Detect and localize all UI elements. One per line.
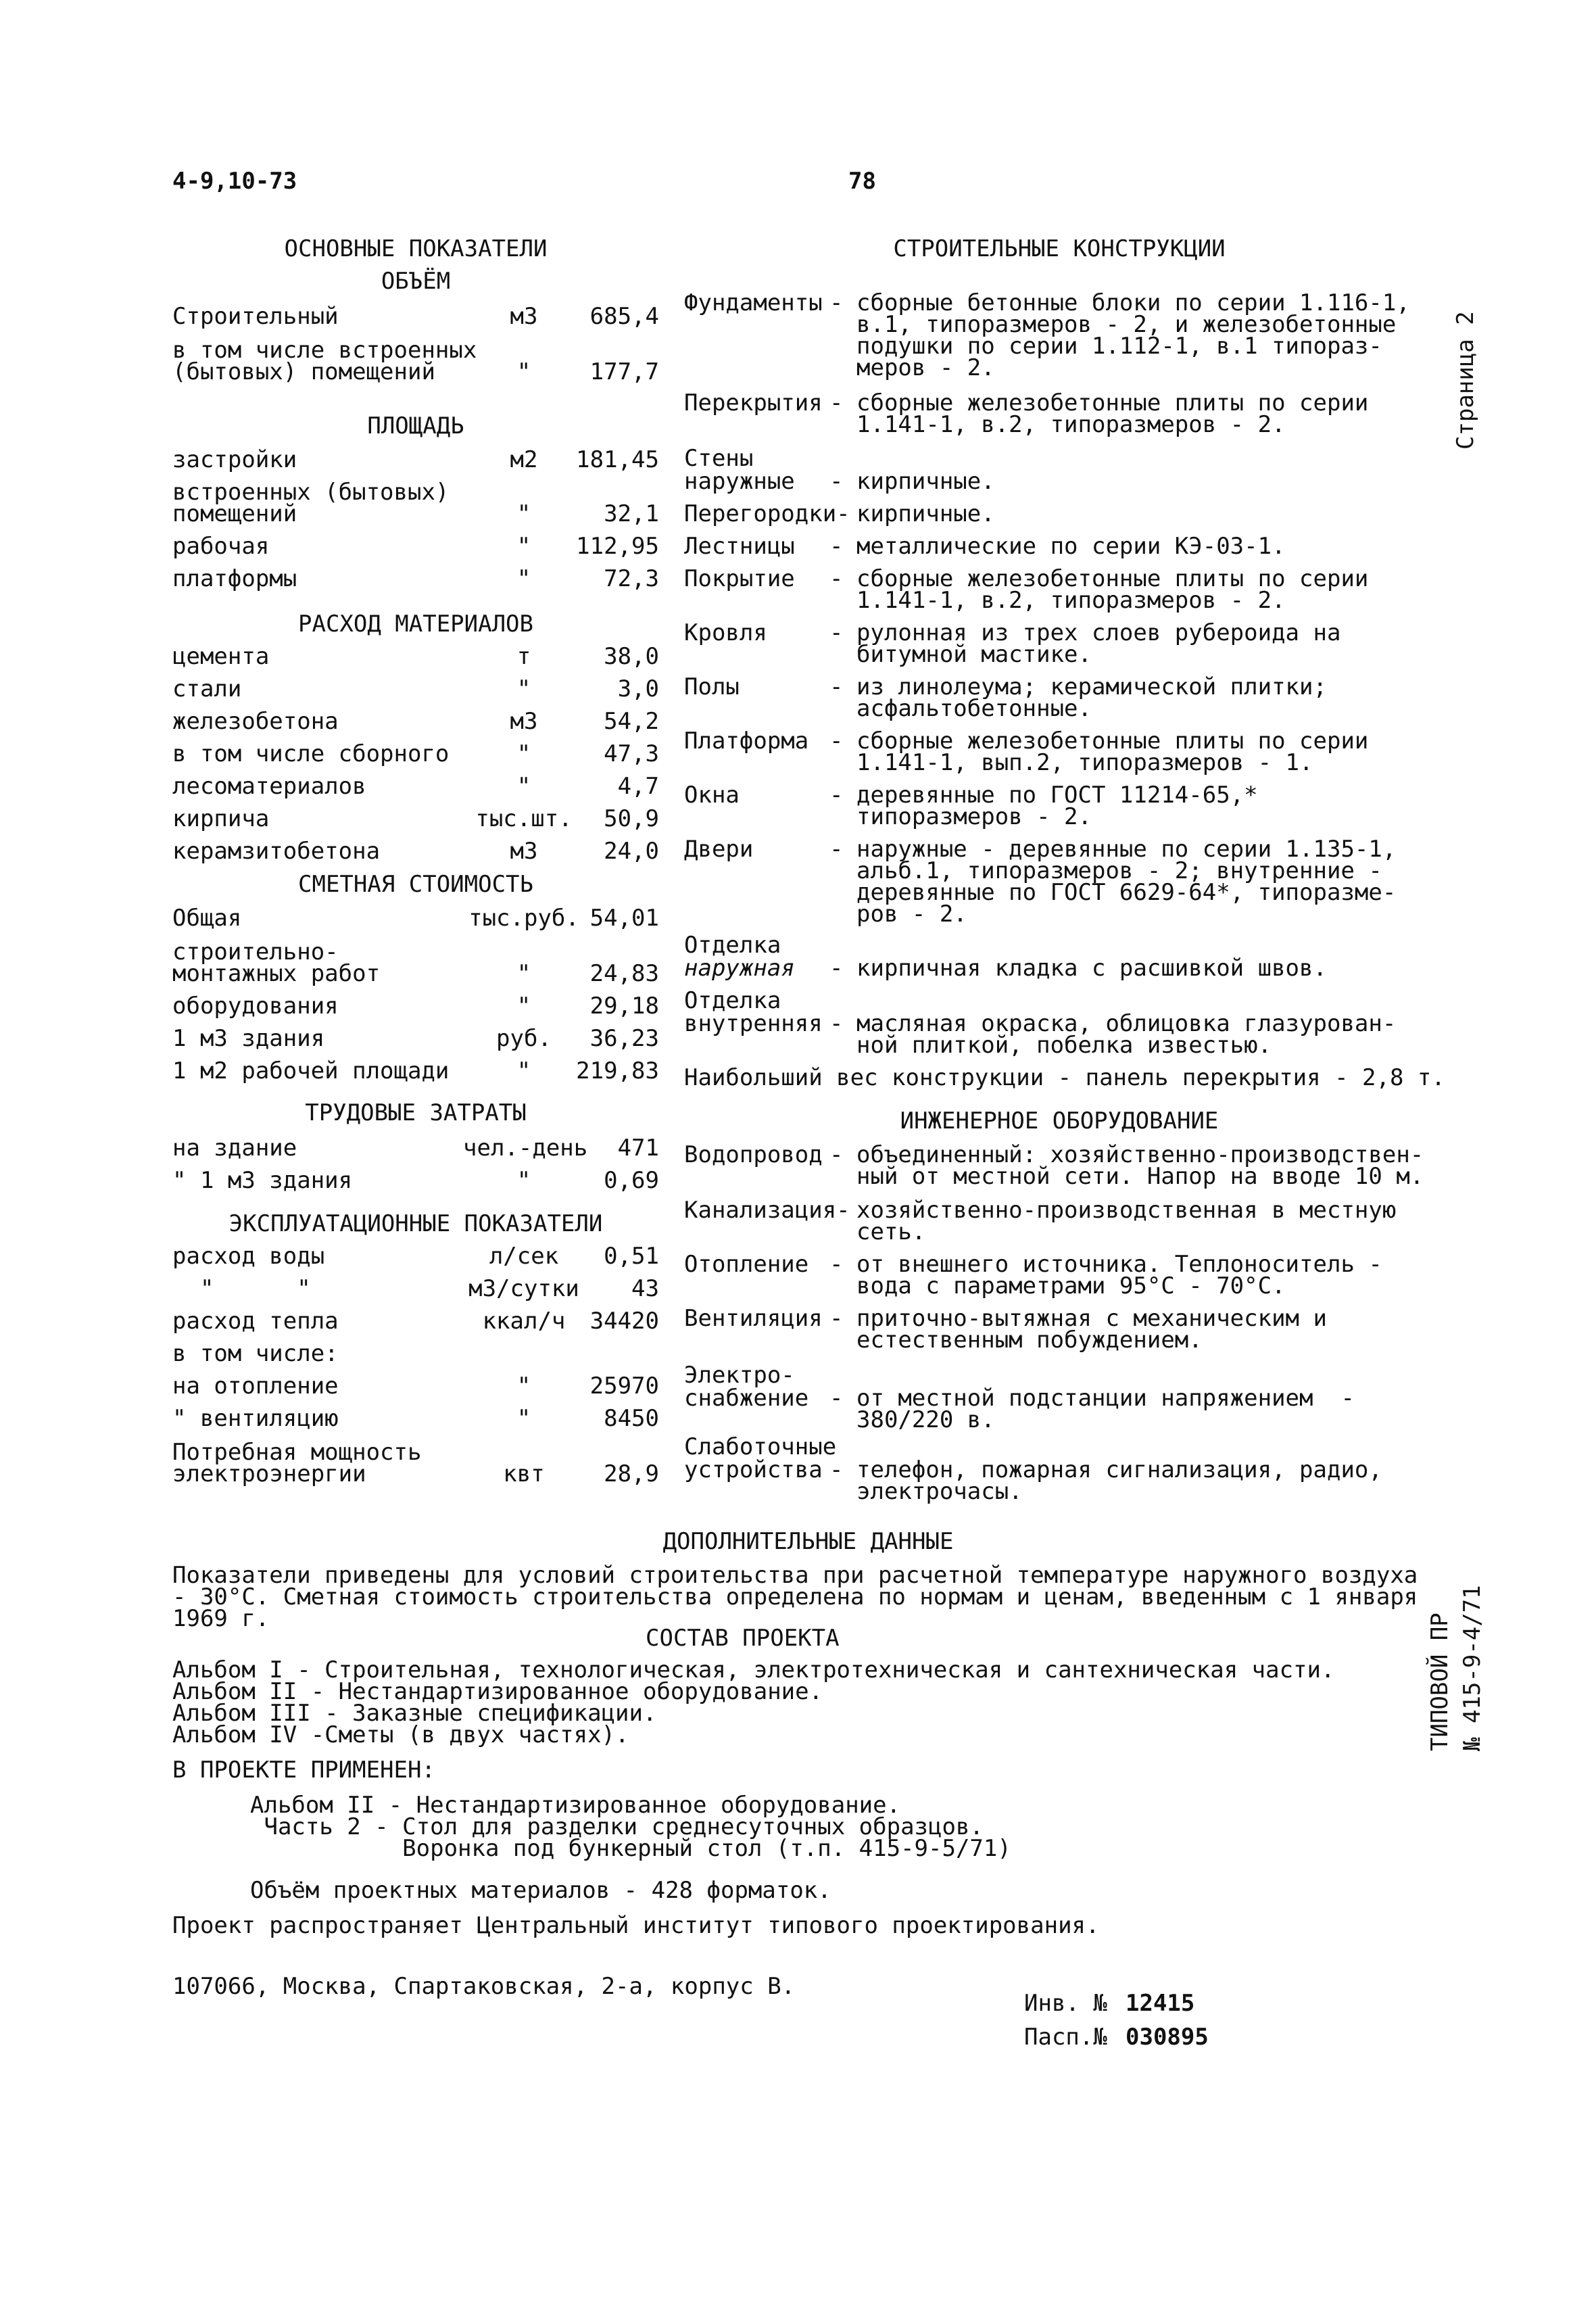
table-row: " 1 м3 здания " 0,69 <box>172 1167 659 1194</box>
applied-line: Альбом II - Нестандартизированное оборудование. <box>250 1792 901 1819</box>
table-row: рабочая " 112,95 <box>172 533 659 560</box>
inv-value: 12415 <box>1126 1990 1195 2017</box>
table-row: оборудования " 29,18 <box>172 993 659 1020</box>
table-row: керамзитобетона м3 24,0 <box>172 838 659 865</box>
table-row: платформы " 72,3 <box>172 565 659 592</box>
composition-line: Альбом I - Строительная, технологическая, электротехническая и сантехническая части. <box>172 1656 1335 1684</box>
side-page-label: Страница 2 <box>1452 311 1479 450</box>
table-row: в том числе: <box>172 1340 339 1367</box>
table-row: строительно- монтажных работ " 24,83 <box>172 938 659 987</box>
pass-label: Пасп.№ <box>1024 2024 1107 2051</box>
table-row: в том числе встроенных (бытовых) помещений " 177,7 <box>172 337 659 385</box>
pass-value: 030895 <box>1126 2024 1209 2051</box>
area-title: ПЛОЩАДЬ <box>367 412 464 439</box>
table-row: 1 м3 здания руб. 36,23 <box>172 1025 659 1052</box>
table-row: цемента т 38,0 <box>172 643 659 670</box>
table-row: Общая тыс.руб. 54,01 <box>172 905 659 932</box>
engineering-title: ИНЖЕНЕРНОЕ ОБОРУДОВАНИЕ <box>900 1107 1219 1135</box>
cost-title: СМЕТНАЯ СТОИМОСТЬ <box>298 871 533 898</box>
table-row: в том числе сборного " 47,3 <box>172 740 659 767</box>
applied-line: Воронка под бункерный стол (т.п. 415-9-5/71) <box>250 1835 1011 1862</box>
doc-code: 4-9,10-73 <box>172 168 297 195</box>
additional-line: 1969 г. <box>172 1605 270 1632</box>
max-weight-note: Наибольший вес конструкции - панель перекрытия - 2,8 т. <box>684 1064 1445 1091</box>
table-row: застройки м2 181,45 <box>172 446 659 473</box>
structures-title: СТРОИТЕЛЬНЫЕ КОНСТРУКЦИИ <box>893 235 1226 262</box>
table-row: расход воды л/сек 0,51 <box>172 1243 659 1270</box>
composition-line: Альбом III - Заказные спецификации. <box>172 1700 657 1727</box>
table-row: стали " 3,0 <box>172 675 659 702</box>
page-number: 78 <box>848 168 876 195</box>
main-indicators-title: ОСНОВНЫЕ ПОКАЗАТЕЛИ <box>284 235 548 262</box>
additional-line: - 30°С. Сметная стоимость строительства определена по нормам и ценам, введенным с 1 января <box>172 1583 1418 1610</box>
composition-line: Альбом II - Нестандартизированное оборудование. <box>172 1678 823 1705</box>
table-row: кирпича тыс.шт. 50,9 <box>172 805 659 832</box>
operation-title: ЭКСПЛУАТАЦИОННЫЕ ПОКАЗАТЕЛИ <box>228 1210 603 1237</box>
table-row: встроенных (бытовых) помещений " 32,1 <box>172 479 659 527</box>
volume-note: Объём проектных материалов - 428 форматок. <box>250 1877 831 1904</box>
side-standard-line1: ТИПОВОЙ ПР <box>1426 1613 1453 1751</box>
table-row: Строительный м3 685,4 <box>172 303 659 330</box>
distributor-note: Проект распространяет Центральный институт типового проектирования. <box>172 1912 1100 1939</box>
table-row: Потребная мощность электроэнергии квт 28,9 <box>172 1439 659 1487</box>
additional-title: ДОПОЛНИТЕЛЬНЫЕ ДАННЫЕ <box>662 1528 954 1555</box>
side-standard-line2: № 415-9-4/71 <box>1459 1585 1486 1751</box>
additional-line: Показатели приведены для условий строительства при расчетной температуре наружного воздуха <box>172 1562 1418 1589</box>
volume-title: ОБЪЁМ <box>381 268 451 295</box>
composition-line: Альбом IV -Сметы (в двух частях). <box>172 1721 629 1748</box>
table-row: 1 м2 рабочей площади " 219,83 <box>172 1057 659 1084</box>
table-row: на здание чел.-день 471 <box>172 1135 659 1162</box>
table-row: железобетона м3 54,2 <box>172 708 659 735</box>
table-row: лесоматериалов " 4,7 <box>172 773 659 800</box>
applied-title: В ПРОЕКТЕ ПРИМЕНЕН: <box>172 1757 435 1784</box>
table-row: расход тепла ккал/ч 34420 <box>172 1308 659 1335</box>
composition-title: СОСТАВ ПРОЕКТА <box>646 1625 840 1652</box>
address: 107066, Москва, Спартаковская, 2-а, корпус В. <box>172 1973 796 2000</box>
applied-line: Часть 2 - Стол для разделки среднесуточных образцов. <box>250 1813 984 1840</box>
table-row: на отопление " 25970 <box>172 1373 659 1400</box>
inv-label: Инв. № <box>1024 1990 1107 2017</box>
labor-title: ТРУДОВЫЕ ЗАТРАТЫ <box>305 1099 527 1126</box>
materials-title: РАСХОД МАТЕРИАЛОВ <box>298 611 533 638</box>
table-row: " вентиляцию " 8450 <box>172 1405 659 1432</box>
table-row: " " м3/сутки 43 <box>172 1275 659 1302</box>
